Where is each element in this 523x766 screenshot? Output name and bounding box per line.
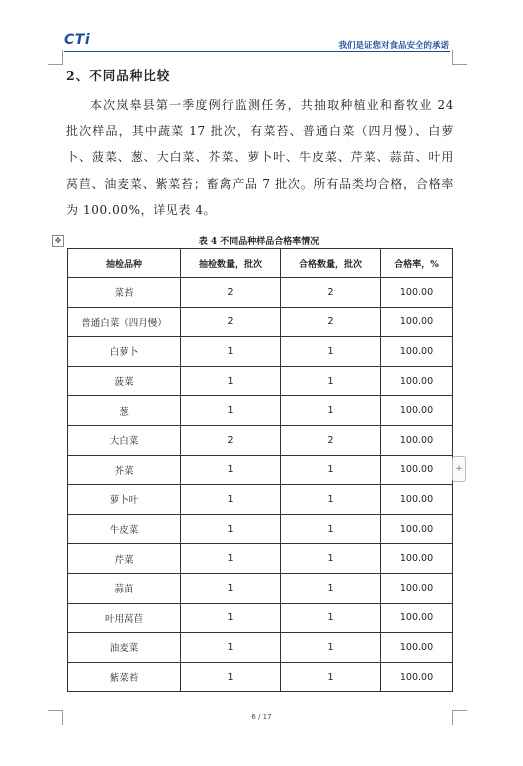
header-variety: 抽检品种 bbox=[68, 249, 181, 278]
add-column-plus-icon[interactable]: + bbox=[452, 456, 466, 482]
cell-sampled-count: 1 bbox=[181, 603, 281, 633]
table-row bbox=[68, 307, 453, 337]
cell-variety: 萝卜叶 bbox=[68, 485, 181, 515]
cell-sampled-count: 1 bbox=[181, 544, 281, 574]
cell-sampled-count: 2 bbox=[181, 425, 281, 455]
header-rule bbox=[64, 51, 450, 52]
cell-passed-count: 1 bbox=[281, 544, 381, 574]
table-row bbox=[68, 633, 453, 663]
cell-sampled-count: 1 bbox=[181, 455, 281, 485]
body-paragraph: 本次岚皋县第一季度例行监测任务，共抽取种植业和畜牧业 24 批次样品，其中蔬菜 17 批次，有菜苔、普通白菜（四月慢）、白萝卜、菠菜、葱、大白菜、芥菜、萝卜叶、牛皮菜、芹菜、蒜苗、叶用莴苣、油麦菜、紫菜苔；畜禽产品 7 批次。所有品类均合格，合格率为 100.00%，详见表 4。 bbox=[66, 98, 454, 217]
cell-variety: 牛皮菜 bbox=[68, 514, 181, 544]
crop-mark-top-right bbox=[452, 50, 467, 65]
table-row bbox=[68, 425, 453, 455]
cell-variety: 叶用莴苣 bbox=[68, 603, 181, 633]
table-row bbox=[68, 514, 453, 544]
cell-pass-rate: 100.00 bbox=[381, 544, 453, 574]
cell-variety: 紫菜苔 bbox=[68, 662, 181, 692]
crop-mark-top-left bbox=[48, 50, 63, 65]
header-slogan: 我们是证您对食品安全的承诺 bbox=[338, 41, 449, 51]
cell-variety: 菠菜 bbox=[68, 366, 181, 396]
cti-logo: CTi bbox=[64, 32, 91, 48]
cell-passed-count: 1 bbox=[281, 366, 381, 396]
table-header-row bbox=[68, 249, 453, 278]
cell-variety: 蒜苗 bbox=[68, 573, 181, 603]
table-row bbox=[68, 603, 453, 633]
cell-sampled-count: 1 bbox=[181, 573, 281, 603]
cell-passed-count: 2 bbox=[281, 425, 381, 455]
header-passed-count: 合格数量，批次 bbox=[281, 249, 381, 278]
table-row bbox=[68, 573, 453, 603]
table-row bbox=[68, 337, 453, 367]
cell-sampled-count: 1 bbox=[181, 396, 281, 426]
cell-variety: 大白菜 bbox=[68, 425, 181, 455]
cell-variety: 葱 bbox=[68, 396, 181, 426]
section-heading: 2、不同品种比较 bbox=[66, 68, 171, 83]
cell-passed-count: 1 bbox=[281, 455, 381, 485]
cell-passed-count: 1 bbox=[281, 337, 381, 367]
cell-pass-rate: 100.00 bbox=[381, 485, 453, 515]
page-number: 6 / 17 bbox=[251, 713, 272, 721]
table-row bbox=[68, 544, 453, 574]
table-row bbox=[68, 662, 453, 692]
cell-pass-rate: 100.00 bbox=[381, 573, 453, 603]
cell-sampled-count: 1 bbox=[181, 337, 281, 367]
cell-passed-count: 1 bbox=[281, 485, 381, 515]
cell-sampled-count: 1 bbox=[181, 366, 281, 396]
cell-sampled-count: 1 bbox=[181, 633, 281, 663]
cell-sampled-count: 2 bbox=[181, 278, 281, 308]
cell-passed-count: 1 bbox=[281, 514, 381, 544]
cell-pass-rate: 100.00 bbox=[381, 455, 453, 485]
cell-sampled-count: 1 bbox=[181, 514, 281, 544]
cell-passed-count: 1 bbox=[281, 573, 381, 603]
table-move-handle-icon[interactable]: ✥ bbox=[52, 235, 64, 247]
cell-passed-count: 1 bbox=[281, 396, 381, 426]
header-pass-rate: 合格率，% bbox=[381, 249, 453, 278]
cell-passed-count: 1 bbox=[281, 662, 381, 692]
cell-pass-rate: 100.00 bbox=[381, 662, 453, 692]
cell-pass-rate: 100.00 bbox=[381, 396, 453, 426]
cell-pass-rate: 100.00 bbox=[381, 514, 453, 544]
cell-sampled-count: 1 bbox=[181, 662, 281, 692]
variety-pass-rate-table bbox=[67, 248, 453, 692]
cell-passed-count: 2 bbox=[281, 307, 381, 337]
cell-pass-rate: 100.00 bbox=[381, 366, 453, 396]
table-row bbox=[68, 455, 453, 485]
cell-pass-rate: 100.00 bbox=[381, 307, 453, 337]
table-caption: 表 4 不同品种样品合格率情况 bbox=[198, 237, 320, 247]
cell-variety: 芹菜 bbox=[68, 544, 181, 574]
table-row bbox=[68, 396, 453, 426]
cell-passed-count: 2 bbox=[281, 278, 381, 308]
table-row bbox=[68, 485, 453, 515]
table-row bbox=[68, 278, 453, 308]
cell-pass-rate: 100.00 bbox=[381, 603, 453, 633]
cell-sampled-count: 2 bbox=[181, 307, 281, 337]
cell-passed-count: 1 bbox=[281, 603, 381, 633]
cell-pass-rate: 100.00 bbox=[381, 425, 453, 455]
cell-passed-count: 1 bbox=[281, 633, 381, 663]
header-sampled-count: 抽检数量，批次 bbox=[181, 249, 281, 278]
cell-pass-rate: 100.00 bbox=[381, 278, 453, 308]
cell-variety: 普通白菜（四月慢） bbox=[68, 307, 181, 337]
cell-variety: 油麦菜 bbox=[68, 633, 181, 663]
cell-variety: 芥菜 bbox=[68, 455, 181, 485]
cell-pass-rate: 100.00 bbox=[381, 633, 453, 663]
cell-sampled-count: 1 bbox=[181, 485, 281, 515]
cell-pass-rate: 100.00 bbox=[381, 337, 453, 367]
table-row bbox=[68, 366, 453, 396]
cell-variety: 白萝卜 bbox=[68, 337, 181, 367]
cell-variety: 菜苔 bbox=[68, 278, 181, 308]
